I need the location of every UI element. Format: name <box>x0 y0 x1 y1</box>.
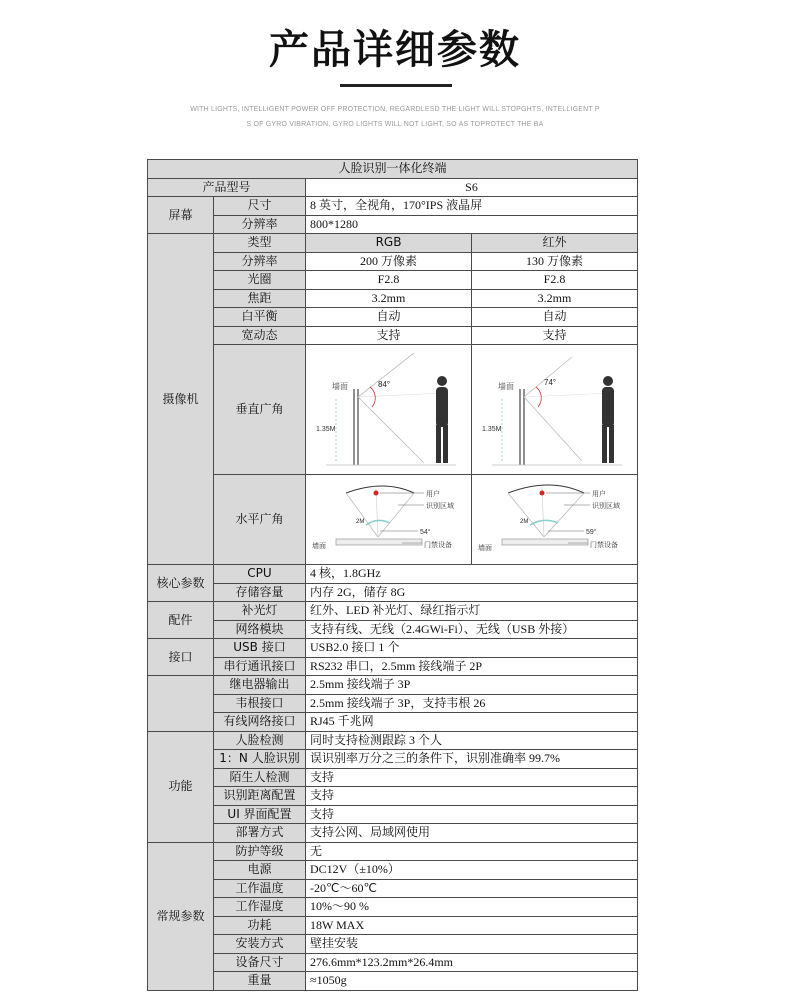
row-value: 18W MAX <box>306 916 638 935</box>
table-row <box>148 326 638 345</box>
group-label-interface: 接口 <box>148 639 214 676</box>
row-value: 无 <box>306 842 638 861</box>
row-label: 工作温度 <box>214 879 306 898</box>
vertical-fov-rgb <box>306 345 472 475</box>
angle-label: 59° <box>586 529 597 536</box>
table-row <box>148 475 638 565</box>
row-value: 红外、LED 补光灯、绿红指示灯 <box>306 602 638 621</box>
distance-label: 2M <box>356 519 365 525</box>
row-label: 存储容量 <box>214 583 306 602</box>
group-label-camera: 摄像机 <box>148 234 214 565</box>
row-label: 防护等级 <box>214 842 306 861</box>
table-row <box>148 805 638 824</box>
table-row <box>148 824 638 843</box>
row-value: 壁挂安装 <box>306 935 638 954</box>
row-label: 设备尺寸 <box>214 953 306 972</box>
row-label: UI 界面配置 <box>214 805 306 824</box>
row-label: 串行通讯接口 <box>214 657 306 676</box>
vertical-fov-ir <box>472 345 638 475</box>
distance-label: 2M <box>520 519 529 525</box>
row-value: 10%～90 % <box>306 898 638 917</box>
ir-value: 支持 <box>472 326 638 345</box>
wall-label: 墙面 <box>332 382 348 391</box>
row-value: 同时支持检测跟踪 3 个人 <box>306 731 638 750</box>
row-label: 陌生人检测 <box>214 768 306 787</box>
row-value: 2.5mm 接线端子 3P <box>306 676 638 695</box>
angle-label: 54° <box>420 529 431 536</box>
user-label: 用户 <box>592 490 606 498</box>
row-label: 尺寸 <box>214 197 306 216</box>
row-label: 识别距离配置 <box>214 787 306 806</box>
table-row <box>148 657 638 676</box>
row-label: 网络模块 <box>214 620 306 639</box>
table-row <box>148 694 638 713</box>
table-row <box>148 234 638 253</box>
row-label: 补光灯 <box>214 602 306 621</box>
zone-label: 识别区域 <box>426 502 454 510</box>
vertical-fov-diagram-rgb <box>306 345 472 474</box>
row-label: 白平衡 <box>214 308 306 327</box>
table-row <box>148 787 638 806</box>
row-value: 内存 2G，储存 8G <box>306 583 638 602</box>
height-label: 1.35M <box>316 426 336 433</box>
row-label: 1：N 人脸识别 <box>214 750 306 769</box>
row-value: 4 核，1.8GHz <box>306 565 638 584</box>
group-label-core: 核心参数 <box>148 565 214 602</box>
table-row <box>148 768 638 787</box>
device-label: 门禁设备 <box>424 541 452 549</box>
table-row <box>148 308 638 327</box>
rgb-value: F2.8 <box>306 271 472 290</box>
row-label: 部署方式 <box>214 824 306 843</box>
row-label: 安装方式 <box>214 935 306 954</box>
zone-label: 识别区域 <box>592 502 620 510</box>
row-value: DC12V（±10%） <box>306 861 638 880</box>
table-row <box>148 898 638 917</box>
row-label: USB 接口 <box>214 639 306 658</box>
table-row <box>148 731 638 750</box>
row-label: 宽动态 <box>214 326 306 345</box>
row-label: CPU <box>214 565 306 584</box>
table-row <box>148 750 638 769</box>
ir-value: F2.8 <box>472 271 638 290</box>
row-label: 有线网络接口 <box>214 713 306 732</box>
group-label-function: 功能 <box>148 731 214 842</box>
table-row <box>148 252 638 271</box>
user-label: 用户 <box>426 490 440 498</box>
row-value: RS232 串口，2.5mm 接线端子 2P <box>306 657 638 676</box>
table-row <box>148 620 638 639</box>
table-row <box>148 972 638 991</box>
table-header: 人脸识别一体化终端 <box>148 160 638 179</box>
row-value: 支持 <box>306 805 638 824</box>
row-label: 水平广角 <box>214 475 306 565</box>
row-value: ≈1050g <box>306 972 638 991</box>
table-row <box>148 178 638 197</box>
horizontal-fov-diagram-rgb <box>306 475 472 564</box>
subtitle-line-2: S OF GYRO VIBRATION, GYRO LIGHTS WILL NOT LIGHT, SO AS TOPROTECT THE BA <box>246 121 544 128</box>
table-row <box>148 713 638 732</box>
table-row <box>148 879 638 898</box>
table-row <box>148 676 638 695</box>
row-label: 产品型号 <box>148 178 306 197</box>
horizontal-fov-rgb <box>306 475 472 565</box>
row-label: 垂直广角 <box>214 345 306 475</box>
table-row <box>148 602 638 621</box>
row-label: 电源 <box>214 861 306 880</box>
table-row <box>148 953 638 972</box>
height-label: 1.35M <box>482 426 502 433</box>
table-row <box>148 639 638 658</box>
table-row <box>148 583 638 602</box>
row-value: 8 英寸，全视角，170°IPS 液晶屏 <box>306 197 638 216</box>
row-value: S6 <box>306 178 638 197</box>
wall-label: 墙面 <box>478 544 492 552</box>
vertical-fov-diagram-ir <box>472 345 638 474</box>
page-title: 产品详细参数 <box>269 27 521 73</box>
angle-label: 74° <box>544 378 557 387</box>
ir-value: 3.2mm <box>472 289 638 308</box>
camera-type-ir: 红外 <box>472 234 638 253</box>
angle-label: 84° <box>378 380 391 389</box>
row-value: 2.5mm 接线端子 3P，支持韦根 26 <box>306 694 638 713</box>
ir-value: 自动 <box>472 308 638 327</box>
row-value: USB2.0 接口 1 个 <box>306 639 638 658</box>
table-header-row <box>148 160 638 179</box>
horizontal-fov-diagram-ir <box>472 475 638 564</box>
person-icon <box>602 376 614 463</box>
row-label: 韦根接口 <box>214 694 306 713</box>
group-label-interface-cont <box>148 676 214 732</box>
table-row <box>148 935 638 954</box>
table-row <box>148 842 638 861</box>
table-row <box>148 271 638 290</box>
table-row <box>148 289 638 308</box>
row-value: -20℃～60℃ <box>306 879 638 898</box>
table-row <box>148 565 638 584</box>
subtitle-line-1: WITH LIGHTS, INTELLIGENT POWER OFF PROTECTION, REGARDLESD THE LIGHT WILL STOPGHTS, INTELLIGENT P <box>190 106 600 113</box>
row-label: 类型 <box>214 234 306 253</box>
spec-table <box>147 159 638 991</box>
row-value: 支持公网、局域网使用 <box>306 824 638 843</box>
horizontal-fov-ir <box>472 475 638 565</box>
row-value: 支持有线、无线（2.4GWi-Fi）、无线（USB 外接） <box>306 620 638 639</box>
rgb-value: 支持 <box>306 326 472 345</box>
table-row <box>148 861 638 880</box>
group-label-screen: 屏幕 <box>148 197 214 234</box>
table-row <box>148 916 638 935</box>
row-value: 支持 <box>306 768 638 787</box>
row-label: 分辨率 <box>214 215 306 234</box>
table-row <box>148 215 638 234</box>
row-label: 人脸检测 <box>214 731 306 750</box>
device-label: 门禁设备 <box>590 541 618 549</box>
group-label-general: 常规参数 <box>148 842 214 990</box>
wall-label: 墙面 <box>312 542 326 550</box>
row-label: 继电器输出 <box>214 676 306 695</box>
row-label: 焦距 <box>214 289 306 308</box>
rgb-value: 自动 <box>306 308 472 327</box>
title-underline <box>340 84 452 87</box>
row-value: RJ45 千兆网 <box>306 713 638 732</box>
wall-label: 墙面 <box>498 382 514 391</box>
table-row <box>148 345 638 475</box>
row-label: 重量 <box>214 972 306 991</box>
row-label: 分辨率 <box>214 252 306 271</box>
row-label: 功耗 <box>214 916 306 935</box>
ir-value: 130 万像素 <box>472 252 638 271</box>
camera-type-rgb: RGB <box>306 234 472 253</box>
rgb-value: 3.2mm <box>306 289 472 308</box>
row-label: 工作湿度 <box>214 898 306 917</box>
row-value: 276.6mm*123.2mm*26.4mm <box>306 953 638 972</box>
row-value: 800*1280 <box>306 215 638 234</box>
group-label-accessories: 配件 <box>148 602 214 639</box>
table-row <box>148 197 638 216</box>
row-label: 光圈 <box>214 271 306 290</box>
person-icon <box>436 376 448 463</box>
row-value: 误识别率万分之三的条件下，识别准确率 99.7% <box>306 750 638 769</box>
rgb-value: 200 万像素 <box>306 252 472 271</box>
row-value: 支持 <box>306 787 638 806</box>
